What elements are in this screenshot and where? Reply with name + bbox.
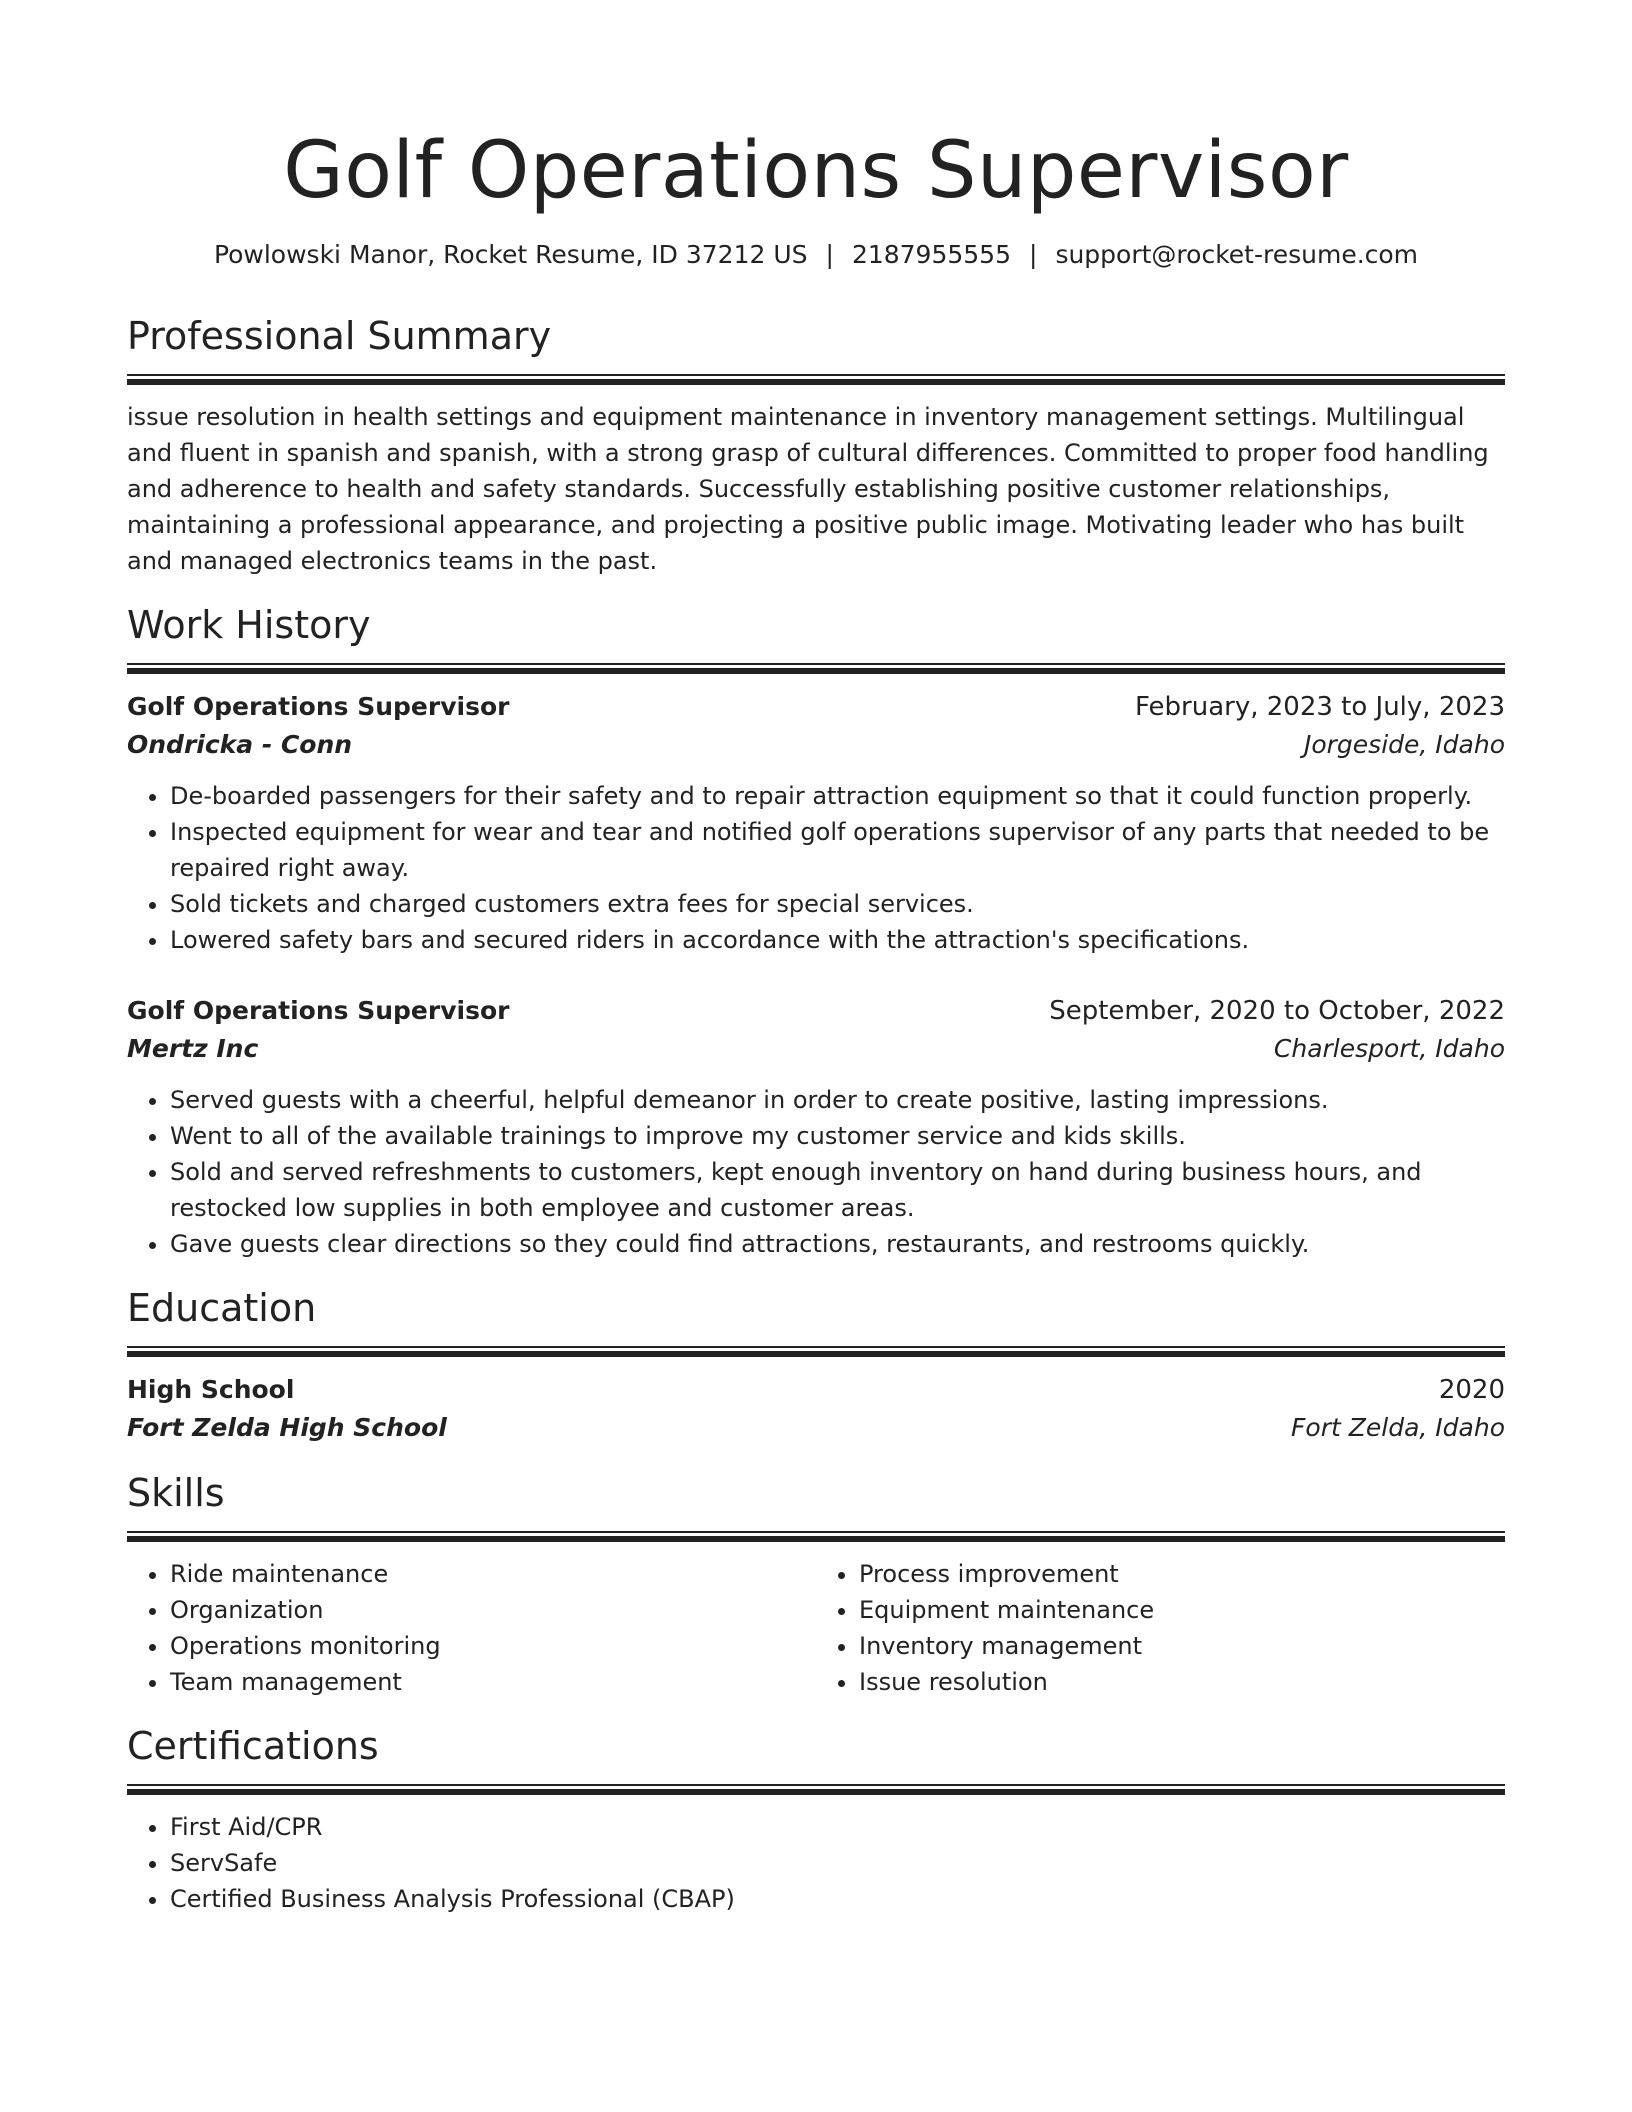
skills-section <box>127 1469 1505 1700</box>
skill-item: • Issue resolution <box>859 1664 1505 1700</box>
education-header-row <box>127 1371 1505 1409</box>
job-title: Golf Operations Supervisor <box>127 996 510 1025</box>
contact-line <box>127 238 1505 272</box>
certification-item: • Certified Business Analysis Professional (CBAP) <box>170 1881 1505 1917</box>
job-duty: • Served guests with a cheerful, helpful demeanor in order to create positive, lasting impressions. <box>170 1082 1505 1118</box>
skill-item: • Inventory management <box>859 1628 1505 1664</box>
summary-heading: Professional Summary <box>127 314 552 358</box>
job-duties-list <box>127 1082 1505 1262</box>
section-divider <box>127 663 1505 674</box>
certification-item: • ServSafe <box>170 1845 1505 1881</box>
job-duty: • Went to all of the available trainings to improve my customer service and kids skills. <box>170 1118 1505 1154</box>
job-employer: Mertz Inc <box>127 1034 259 1063</box>
contact-email: support@rocket-resume.com <box>1055 240 1419 269</box>
job-title: Golf Operations Supervisor <box>127 692 510 721</box>
job-duty: • De-boarded passengers for their safety and to repair attraction equipment so that it could function properly. <box>170 778 1505 814</box>
job-employer-row <box>127 1030 1505 1068</box>
job-location: Jorgeside, Idaho <box>1303 730 1505 759</box>
skill-item: • Process improvement <box>859 1556 1505 1592</box>
education-degree: High School <box>127 1375 295 1404</box>
skill-item: • Operations monitoring <box>170 1628 816 1664</box>
job-employer-row <box>127 726 1505 764</box>
certifications-section <box>127 1722 1505 1917</box>
contact-phone: 2187955555 <box>851 240 1011 269</box>
skill-item: • Organization <box>170 1592 816 1628</box>
work-history-heading: Work History <box>127 603 371 647</box>
job-location: Charlesport, Idaho <box>1273 1034 1505 1063</box>
certification-item: • First Aid/CPR <box>170 1809 1505 1845</box>
contact-address: Powlowski Manor, Rocket Resume, ID 37212 US <box>213 240 808 269</box>
section-divider <box>127 1531 1505 1542</box>
job-entry <box>127 688 1505 958</box>
skills-list-right <box>816 1556 1505 1700</box>
job-dates: September, 2020 to October, 2022 <box>1049 996 1505 1026</box>
job-header-row <box>127 992 1505 1030</box>
education-year: 2020 <box>1438 1375 1505 1405</box>
job-entry <box>127 992 1505 1262</box>
education-heading: Education <box>127 1286 317 1330</box>
job-header-row <box>127 688 1505 726</box>
education-school-row <box>127 1409 1505 1447</box>
skills-grid <box>127 1556 1505 1700</box>
contact-separator: | <box>825 240 834 269</box>
skills-list-left <box>127 1556 816 1700</box>
job-duty: • Lowered safety bars and secured riders in accordance with the attraction's specifications. <box>170 922 1505 958</box>
education-location: Fort Zelda, Idaho <box>1291 1413 1505 1442</box>
job-dates: February, 2023 to July, 2023 <box>1135 692 1505 722</box>
certifications-list <box>127 1809 1505 1917</box>
resume-name: Golf Operations Supervisor <box>283 126 1349 216</box>
work-history-section <box>127 601 1505 1262</box>
section-divider <box>127 1346 1505 1357</box>
skills-heading: Skills <box>127 1471 225 1515</box>
education-section <box>127 1284 1505 1447</box>
section-divider <box>127 374 1505 385</box>
education-school: Fort Zelda High School <box>127 1413 447 1442</box>
job-duty: • Inspected equipment for wear and tear and notified golf operations supervisor of any parts that needed to be repaired right away. <box>170 814 1505 886</box>
certifications-heading: Certifications <box>127 1724 379 1768</box>
summary-text: issue resolution in health settings and equipment maintenance in inventory management settings. Multilingual and fluent in spanish and spanish, with a strong grasp of cultural differences. Committed to proper food handling and adherence to health and safety standards. Successfully establishing positive customer relationships, maintaining a professional appearance, and projecting a positive public image. Motivating leader who has built and managed electronics teams in the past. <box>127 403 1489 575</box>
contact-separator: | <box>1029 240 1038 269</box>
skill-item: • Team management <box>170 1664 816 1700</box>
section-divider <box>127 1784 1505 1795</box>
skill-item: • Equipment maintenance <box>859 1592 1505 1628</box>
job-employer: Ondricka - Conn <box>127 730 353 759</box>
skill-item: • Ride maintenance <box>170 1556 816 1592</box>
summary-section <box>127 312 1505 579</box>
job-duty: • Sold tickets and charged customers extra fees for special services. <box>170 886 1505 922</box>
job-duty: • Sold and served refreshments to customers, kept enough inventory on hand during business hours, and restocked low supplies in both employee and customer areas. <box>170 1154 1505 1226</box>
job-duties-list <box>127 778 1505 958</box>
job-duty: • Gave guests clear directions so they could find attractions, restaurants, and restrooms quickly. <box>170 1226 1505 1262</box>
